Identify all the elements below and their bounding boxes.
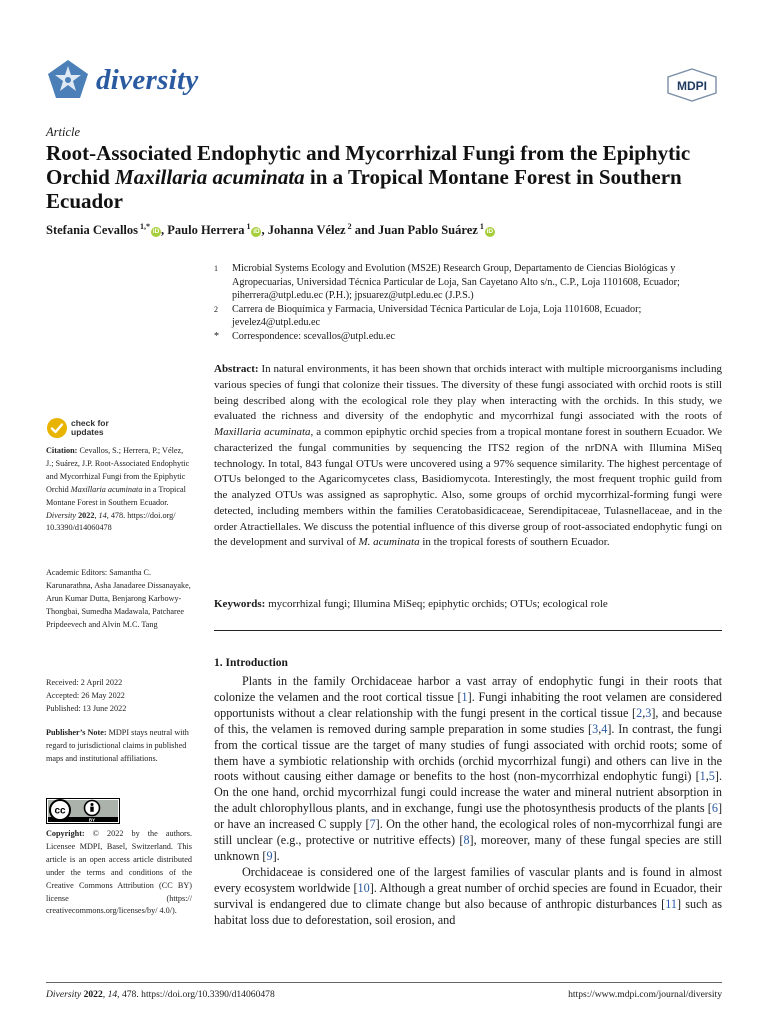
paragraph-text: ] such as habitat loss due to deforestation, soil erosion, and bbox=[214, 896, 722, 927]
affiliation-text: Microbial Systems Ecology and Evolution (MS2E) Research Group, Departamento de Ciencias Biológicas y Agropecuarias, Universidad Técnica Particular de Loja, San Cayetano Alto s/n., C.P., Loja 1101608, Ecuador; piherrera@utpl.edu.ec (P.H.); jpsuarez@utpl.edu.ec (J.P.S.) bbox=[232, 263, 680, 301]
affiliation-mark: * bbox=[214, 330, 219, 342]
orcid-icon[interactable]: iD bbox=[253, 228, 260, 235]
reference-link[interactable]: 4 bbox=[601, 721, 608, 736]
section-heading: 1. Introduction bbox=[214, 657, 288, 669]
author-name: Johanna Vélez bbox=[267, 223, 346, 237]
footer-divider bbox=[46, 982, 722, 983]
affiliation-item bbox=[214, 303, 724, 330]
received-date: Received: 2 April 2022 bbox=[46, 678, 123, 687]
author-affiliation-mark: 1 bbox=[244, 221, 251, 231]
paragraph bbox=[214, 674, 722, 865]
author-name: Juan Pablo Suárez bbox=[378, 223, 478, 237]
reference-link[interactable]: 6 bbox=[711, 801, 718, 816]
paragraph-text: ], and because of this, the velamen is removed during sample preparation in some studies [ bbox=[214, 705, 722, 736]
paragraph-text: , bbox=[598, 721, 602, 736]
paragraph-text: ]. Although a great number of orchid species are found in Ecuador, their survival is endangered due to climate change but also because of anthropic disturbances [ bbox=[214, 880, 722, 911]
paragraph-text: ] or have an increased C supply [ bbox=[214, 801, 722, 832]
svg-text:cc: cc bbox=[54, 805, 66, 817]
reference-link[interactable]: 10 bbox=[357, 880, 370, 895]
author-affiliation-mark: 2 bbox=[345, 221, 352, 231]
affiliation-item bbox=[214, 330, 724, 344]
journal-name: diversity bbox=[96, 63, 199, 96]
citation: Citation: Cevallos, S.; Herrera, P.; Vélez, J.; Suárez, J.P. Root-Associated Endophytic and Mycorrhizal Fungi from the Epiphytic Orchid Maxillaria acuminata in a Tropical Montane Forest in Southern Ecuador. Diversity 2022, 14, 478. https://doi.org/ 10.3390/d14060478 bbox=[46, 446, 190, 533]
author-list bbox=[46, 223, 495, 238]
journal-logo bbox=[46, 58, 199, 102]
paragraph-text: ]. In contrast, the fungi from the cortical tissue are the target of many studies of fungi associated with orchid roots; some of them have a symbiotic relationship with orchids (orchid mycorrhizal fungi) and others can live in the roots without causing either damage or benefits to the host (non-mycorrhizal endophytic fungi) [ bbox=[214, 721, 722, 784]
divider bbox=[214, 630, 722, 631]
copyright: Copyright: © 2022 by the authors. Licensee MDPI, Basel, Switzerland. This article is an open access article distributed under the terms and conditions of the Creative Commons Attribution (CC BY) license (https:// creativecommons.org/licenses/by/ 4.0/). bbox=[46, 829, 192, 916]
keywords: Keywords: mycorrhizal fungi; Illumina MiSeq; epiphytic orchids; OTUs; ecological role bbox=[214, 598, 608, 610]
paragraph-text: ]. bbox=[272, 848, 280, 863]
affiliation-text: Correspondence: scevallos@utpl.edu.ec bbox=[232, 330, 395, 342]
paragraph-text: ]. On the one hand, orchid mycorrhizal fungi could increase the water and mineral nutrient absorption in the adult chlorophyllous plants, and in exchange, fungi use the photosynthesis products of the plants [ bbox=[214, 769, 722, 816]
reference-link[interactable]: 1 bbox=[461, 689, 468, 704]
orcid-icon[interactable]: iD bbox=[152, 228, 160, 235]
abstract: Abstract: In natural environments, it has been shown that orchids interact with multiple microorganisms including various species of fungi that colonize their tissues. The diversity of these fungi associated with orchid roots is still being described along with the ecological role they play when interacting with the orchids. In this study, we evaluated the richness and diversity of the endophytic and mycorrhizal fungi associated with the roots of Maxillaria acuminata, a common epiphytic orchid species from a tropical montane forest in southern Ecuador. We characterized the fungal communities by sequencing the ITS2 region of the nrDNA with Illumina MiSeq technology. In total, 843 fungal OTUs were uncovered using a 97% sequence similarity. The highest percentage of OTUs belonged to the Agaricomycetes class, Basidiomycota. Interestingly, the most frequent trophic guild from the analyzed OTUs was assigned as saprophytic. Also, some groups of orchid mycorrhizal-forming fungi were detected, including members within the families Ceratobasidicaceae, Serendipitaceae, Tulasnellaceae, and in the order Atractiellales. We discuss the potential influence of this diverse group of root-associated endophytic fungi on the development and survival of M. acuminata in the tropical forests of southern Ecuador. bbox=[214, 363, 722, 549]
author-name: Stefania Cevallos bbox=[46, 223, 139, 237]
reference-link[interactable]: 11 bbox=[665, 896, 677, 911]
orcid-icon[interactable]: iD bbox=[486, 228, 494, 235]
cc-by-license-icon[interactable] bbox=[46, 798, 120, 824]
paragraph-text: ]. On the other hand, the ecological roles of non-mycorrhizal fungi are still unclear (e.g., protective or nutritive effects) [ bbox=[214, 817, 722, 848]
star-emblem-icon bbox=[46, 58, 90, 102]
reference-link[interactable]: 9 bbox=[266, 848, 273, 863]
paragraph-text: ], moreover, many of these fungal species are still unknown [ bbox=[214, 833, 722, 863]
affiliation-text: Carrera de Bioquímica y Farmacia, Universidad Técnica Particular de Loja, Loja 1101608, Ecuador; jevelez4@utpl.edu.ec bbox=[232, 303, 642, 328]
journal-url-link[interactable]: https://www.mdpi.com/journal/diversity bbox=[568, 989, 722, 1000]
reference-link[interactable]: 1 bbox=[699, 769, 706, 784]
author-affiliation-mark: 1,* bbox=[138, 221, 151, 231]
paragraph-text: Plants in the family Orchidaceae harbor a vast array of endophytic fungi in their roots that colonize the velamen and the root cortical tissue [ bbox=[214, 674, 722, 704]
author-separator: , bbox=[261, 223, 268, 237]
reference-link[interactable]: 3 bbox=[592, 721, 599, 736]
footer-citation: Diversity 2022, 14, 478. https://doi.org/10.3390/d14060478 bbox=[46, 989, 275, 1000]
svg-text:BY: BY bbox=[88, 817, 96, 823]
introduction-body bbox=[214, 674, 722, 929]
author-separator: , bbox=[161, 223, 168, 237]
published-date: Published: 13 June 2022 bbox=[46, 703, 127, 713]
affiliation-item bbox=[214, 262, 724, 303]
reference-link[interactable]: 8 bbox=[463, 833, 470, 848]
paragraph-text: , bbox=[642, 705, 646, 720]
publisher-note: Publisher’s Note: MDPI stays neutral with regard to jurisdictional claims in published maps and institutional affiliations. bbox=[46, 728, 189, 763]
publisher-logo bbox=[666, 68, 718, 102]
author-name: Paulo Herrera bbox=[167, 223, 245, 237]
reference-link[interactable]: 3 bbox=[645, 705, 652, 720]
author-separator: and bbox=[351, 223, 379, 237]
article-type: Article bbox=[46, 125, 81, 139]
check-for-updates-button[interactable]: check for updates bbox=[46, 417, 109, 439]
affiliations bbox=[214, 262, 724, 343]
affiliation-mark: 2 bbox=[214, 304, 218, 314]
reference-link[interactable]: 2 bbox=[636, 705, 643, 720]
paragraph-text: Orchidaceae is considered one of the largest families of vascular plants and is found in almost every ecosystem worldwide [ bbox=[214, 864, 722, 895]
doi-link[interactable]: , 478. https://doi.org/ 10.3390/d14060478 bbox=[46, 510, 176, 533]
paragraph-text: , bbox=[705, 769, 709, 784]
paragraph-text: ]. Fungi inhabiting the root velamen are considered opportunists without a clear relationship with the fungi present in the cortical tissue [ bbox=[214, 689, 722, 720]
check-updates-icon bbox=[46, 417, 68, 439]
publisher-name: MDPI bbox=[677, 79, 707, 93]
page-title: Root-Associated Endophytic and Mycorrhizal Fungi from the Epiphytic Orchid Maxillaria acuminata in a Tropical Montane Forest in Southern Ecuador bbox=[46, 141, 691, 213]
accepted-date: Accepted: 26 May 2022 bbox=[46, 690, 125, 700]
reference-link[interactable]: 5 bbox=[708, 769, 715, 784]
academic-editors: Academic Editors: Samantha C. Karunarathna, Asha Janadaree Dissanayake, Arun Kumar Dutta, Benjarong Karbowy-Thongbai, Sumedha Madawala, Patcharee Pripdeevech and Alvin M.C. Tang bbox=[46, 568, 191, 629]
dates bbox=[46, 677, 192, 716]
affiliation-mark: 1 bbox=[214, 264, 218, 273]
reference-link[interactable]: 7 bbox=[369, 817, 376, 832]
paragraph bbox=[214, 865, 722, 929]
author-affiliation-mark: 1 bbox=[477, 221, 484, 231]
